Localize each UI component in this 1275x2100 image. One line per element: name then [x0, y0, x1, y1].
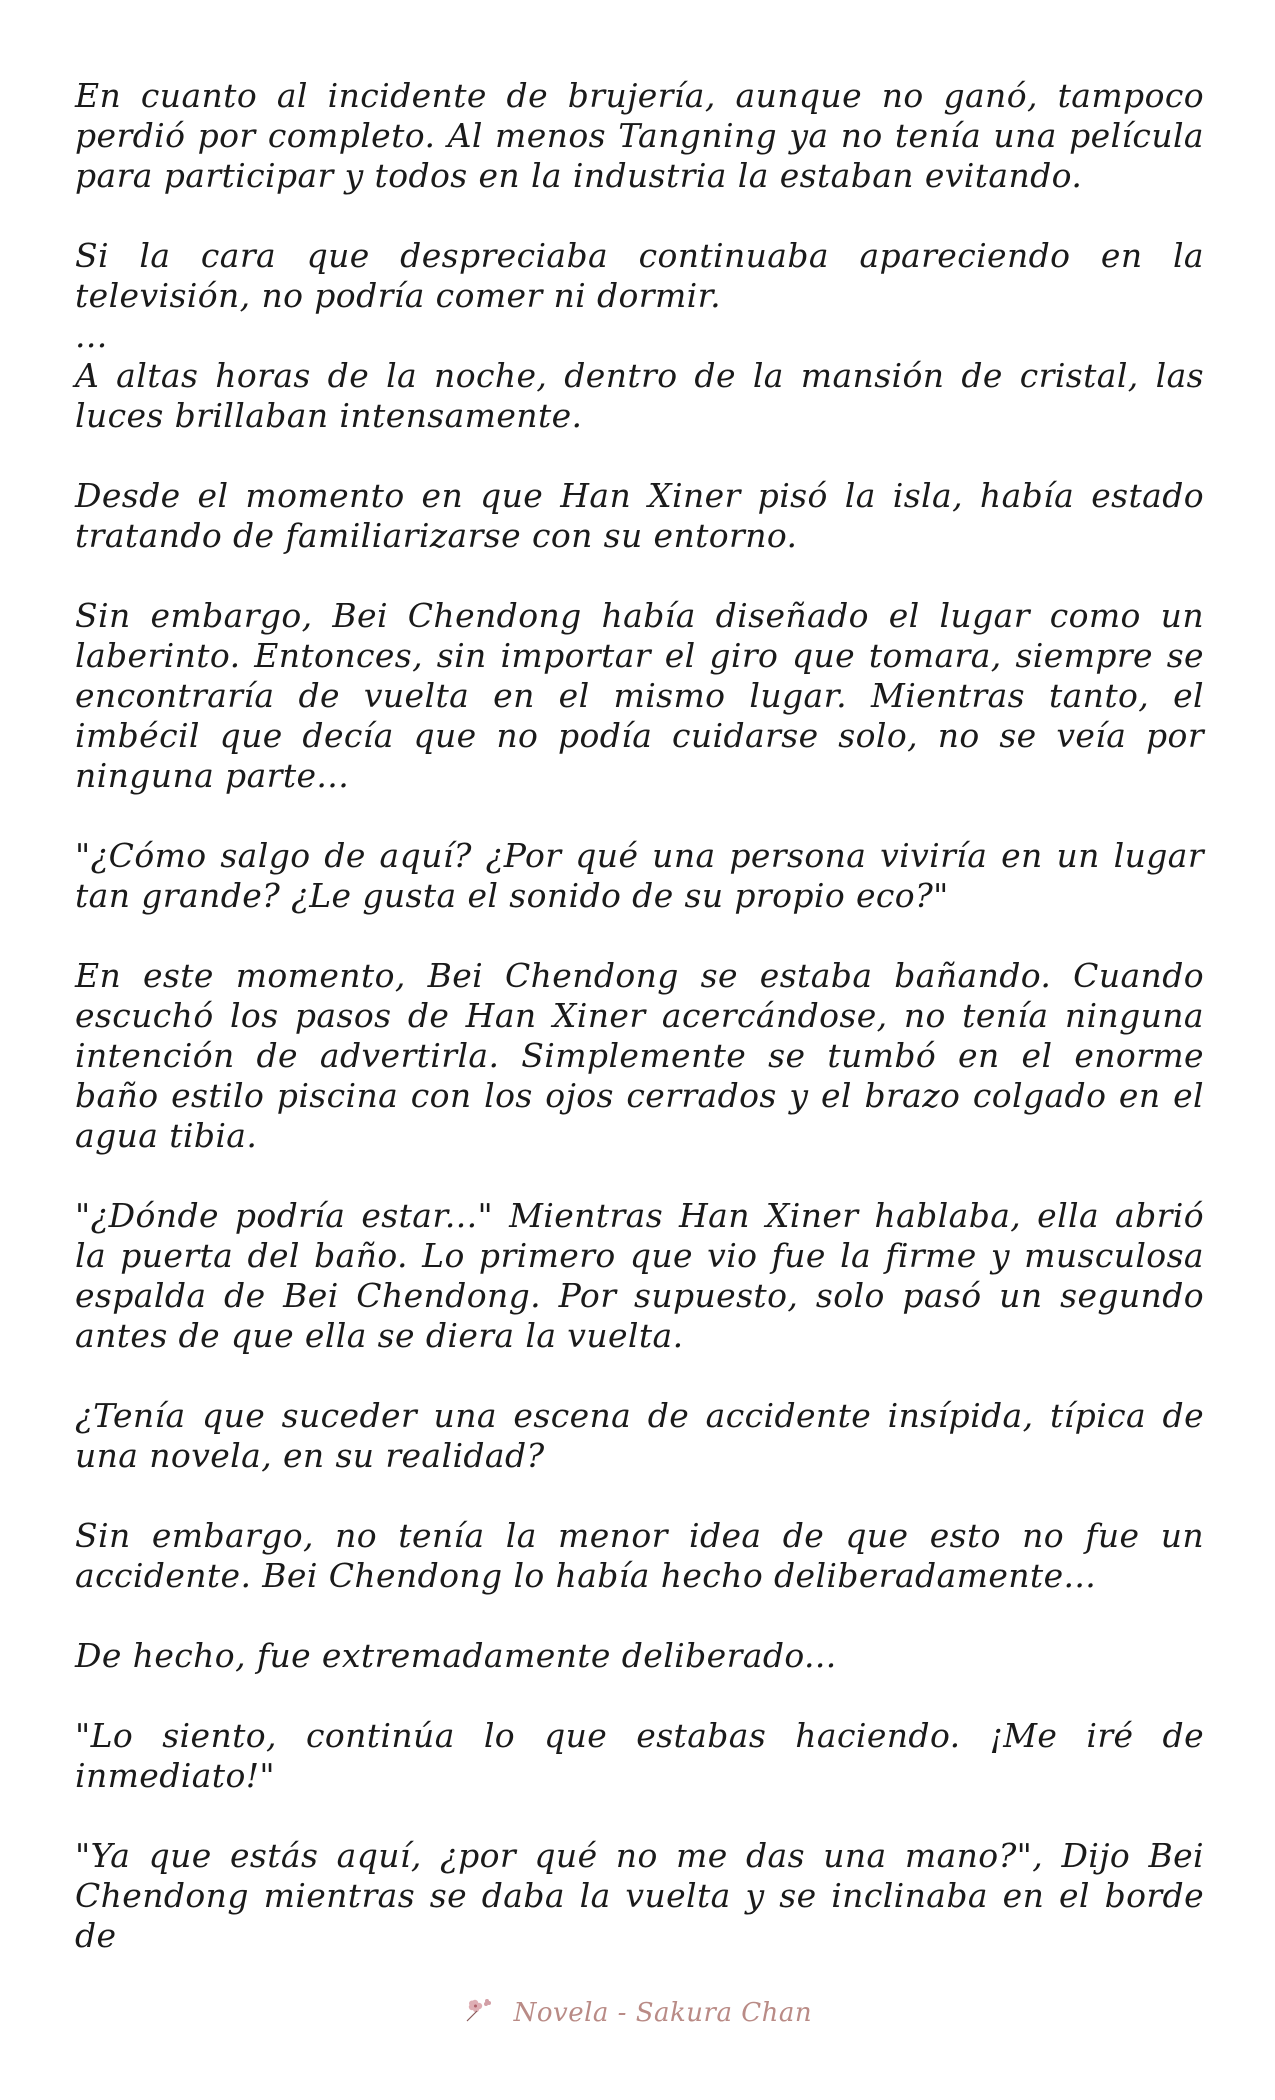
footer-watermark — [0, 1995, 1275, 2028]
scene-break: ... — [75, 316, 108, 355]
paragraph-3: A altas horas de la noche, dentro de la mansión de cristal, las luces brillaban intensamente. — [75, 356, 1204, 435]
paragraph-4: Desde el momento en que Han Xiner pisó la isla, había estado tratando de familiarizarse con su entorno. — [75, 476, 1204, 555]
paragraph-6: "¿Cómo salgo de aquí? ¿Por qué una persona viviría en un lugar tan grande? ¿Le gusta el sonido de su propio eco?" — [75, 836, 1204, 915]
paragraph-9: ¿Tenía que suceder una escena de accidente insípida, típica de una novela, en su realidad? — [75, 1396, 1204, 1475]
footer-text: Novela - Sakura Chan — [513, 1998, 813, 2028]
sakura-flower-icon — [463, 1995, 497, 2025]
paragraph-1: En cuanto al incidente de brujería, aunque no ganó, tampoco perdió por completo. Al menos Tangning ya no tenía una película para participar y todos en la industria la estaban evitando. — [75, 76, 1204, 195]
paragraph-12: "Lo siento, continúa lo que estabas haciendo. ¡Me iré de inmediato!" — [75, 1716, 1204, 1795]
paragraph-13: "Ya que estás aquí, ¿por qué no me das una mano?", Dijo Bei Chendong mientras se daba la vuelta y se inclinaba en el borde de — [75, 1836, 1204, 1955]
paragraph-10: Sin embargo, no tenía la menor idea de que esto no fue un accidente. Bei Chendong lo había hecho deliberadamente... — [75, 1516, 1204, 1595]
paragraph-2: Si la cara que despreciaba continuaba apareciendo en la televisión, no podría comer ni dormir. — [75, 236, 1204, 315]
paragraph-7: En este momento, Bei Chendong se estaba bañando. Cuando escuchó los pasos de Han Xiner acercándose, no tenía ninguna intención de advertirla. Simplemente se tumbó en el enorme baño estilo piscina con los ojos cerrados y el brazo colgado en el agua tibia. — [75, 956, 1204, 1155]
paragraph-8: "¿Dónde podría estar..." Mientras Han Xiner hablaba, ella abrió la puerta del baño. Lo primero que vio fue la firme y musculosa espalda de Bei Chendong. Por supuesto, solo pasó un segundo antes de que ella se diera la vuelta. — [75, 1196, 1204, 1355]
document-body — [75, 76, 1204, 1996]
paragraph-11: De hecho, fue extremadamente deliberado... — [75, 1636, 837, 1675]
paragraph-5: Sin embargo, Bei Chendong había diseñado el lugar como un laberinto. Entonces, sin importar el giro que tomara, siempre se encontraría de vuelta en el mismo lugar. Mientras tanto, el imbécil que decía que no podía cuidarse solo, no se veía por ninguna parte... — [75, 596, 1204, 795]
